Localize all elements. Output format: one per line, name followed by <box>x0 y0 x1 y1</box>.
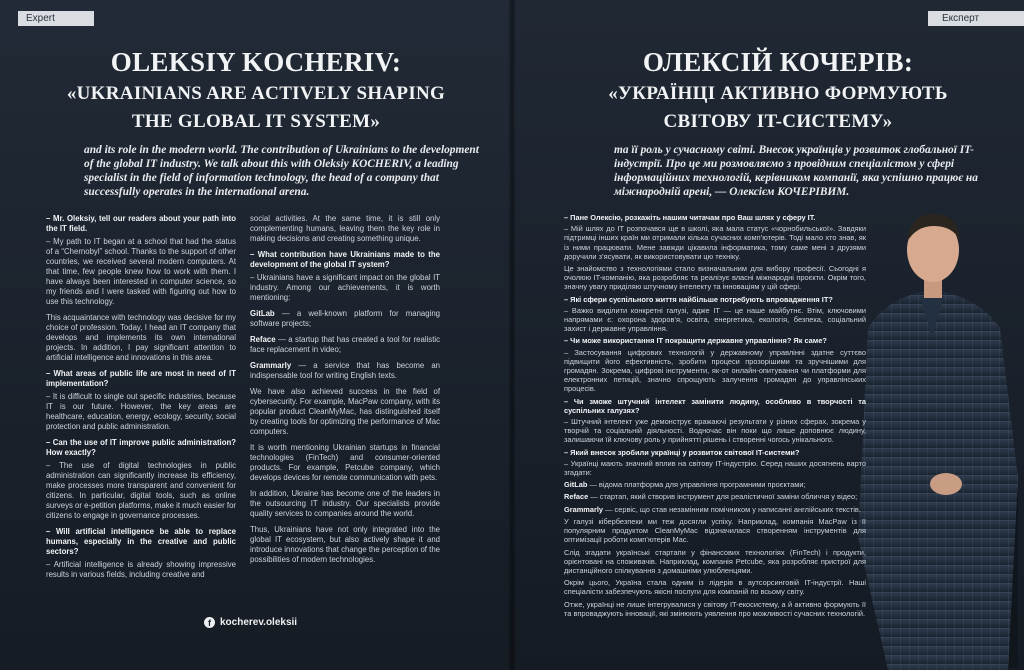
paragraph-text: – Який внесок зробили українці у розвиток світової IT-системи? <box>564 447 800 457</box>
paragraph-text: social activities. At the same time, it is still only complementing humans, leaving them the key role in making decisions and creating something unique. <box>250 214 440 243</box>
paragraph <box>46 313 236 363</box>
paragraph <box>46 237 236 307</box>
lead-paragraph-uk: та її роль у сучасному світі. Внесок українців у розвиток глобальної IT-індустрії. Про це ми розмовляємо з провідним спеціалістом у сфері інформаційних технологій, керівником компанії, яка успішно працює на міжнародній арені, — Олексієм КОЧЕРІВИМ. <box>614 144 978 198</box>
paragraph <box>564 306 866 334</box>
question <box>46 214 236 234</box>
question <box>564 397 866 415</box>
question <box>46 438 236 458</box>
paragraph-text: — відома платформа для управління програмними проєктами; <box>587 480 806 490</box>
paragraph <box>46 461 236 521</box>
paragraph-text: Отже, українці не лише інтегрувалися у світову IT-екосистему, а й активно формують її та впроваджують інновації, які змінюють уявлення про можливості сучасних технологій. <box>564 599 866 618</box>
company-name: Reface <box>564 492 589 502</box>
article-title-uk <box>552 44 1004 136</box>
paragraph <box>564 264 866 292</box>
paragraph <box>250 335 440 355</box>
title-quote-uk-line-1: «УКРАЇНЦІ АКТИВНО ФОРМУЮТЬ <box>608 83 948 104</box>
paragraph-text: — сервіс, що став незамінним помічником у написанні англійських текстів. <box>603 504 861 514</box>
paragraph <box>564 224 866 261</box>
paragraph-text: — a service that has become an indispensable tool for writing English texts. <box>250 361 440 380</box>
paragraph-text: – What contribution have Ukrainians made to the development of the global IT system? <box>250 250 440 269</box>
paragraph-text: – Will artificial intelligence be able to replace humans, especially in the creative and public sectors? <box>46 527 236 556</box>
section-tag-uk: Експерт <box>928 11 1024 26</box>
question <box>46 369 236 389</box>
lead-paragraph: and its role in the modern world. The contribution of Ukrainians to the development of the global IT industry. We talk about this with Oleksiy KOCHERIV, a leading specialist in the field of information technology, the head of a company that successfully operates in the international arena. <box>84 144 479 198</box>
question <box>250 250 440 270</box>
paragraph <box>250 489 440 519</box>
paragraph-text: – Artificial intelligence is already showing impressive results in various fields, including creative and <box>46 560 236 579</box>
paragraph-text: — стартап, який створив інструмент для реалістичної заміни обличчя у відео; <box>588 492 858 502</box>
article-column-1 <box>46 214 236 586</box>
question <box>564 336 866 345</box>
paragraph-text: Це знайомство з технологіями стало визначальним для вибору професії. Сьогодні я очолюю IT-компанію, яка розробляє та реалізує власні міжнародні проєкти. Окрім того, значну увагу приділяю штучному інтелекту та інноваціям у цій сфері. <box>564 264 866 292</box>
paragraph <box>564 492 866 501</box>
paragraph-text: Слід згадати українські стартапи у фінансових технологіях (FinTech) і продукти, орієнтовані на споживачів. Наприклад, компанія Petcube, яка розробляє пристрої для дистанційного спілкування з домашніми улюбленцями. <box>564 547 866 575</box>
paragraph <box>250 309 440 329</box>
paragraph-text: — a startup that has created a tool for realistic face replacement in video; <box>250 335 440 354</box>
paragraph <box>250 443 440 483</box>
paragraph-text: – Can the use of IT improve public administration? How exactly? <box>46 438 236 457</box>
paragraph <box>564 459 866 477</box>
paragraph <box>46 560 236 580</box>
company-name: Reface <box>250 335 276 344</box>
article-title <box>30 44 482 136</box>
question <box>564 295 866 304</box>
paragraph-text: – Чи може використання IT покращити державне управління? Як саме? <box>564 336 827 346</box>
paragraph-text: – Мій шлях до IT розпочався ще в школі, яка мала статус «чорнобильської». Завдяки підтримці інших країн ми отримали кілька сучасних комп’ютерів. Тоді мало хто знав, як із ними працювати. Мене завжди цікавила інформатика, тому саме мені з друзями доручили з’ясувати, як використовувати цю техніку. <box>564 224 866 261</box>
social-handle: kocherev.oleksii <box>220 617 298 628</box>
facebook-icon: f <box>204 617 215 628</box>
question <box>46 527 236 557</box>
question <box>564 448 866 457</box>
company-name: Grammarly <box>564 504 604 514</box>
title-quote-line-2: THE GLOBAL IT SYSTEM» <box>131 111 381 132</box>
paragraph <box>564 505 866 514</box>
paragraph-text: This acquaintance with technology was decisive for my choice of profession. Today, I head an IT company that develops and implements its own international projects. In addition, I pay significant attention to artificial intelligence and innovations in this area. <box>46 313 236 362</box>
paragraph <box>564 548 866 576</box>
paragraph-text: – The use of digital technologies in public administration can significantly increase its efficiency, make processes more transparent and convenient for citizens. In particular, digital tools, such as online surveys or e-petition platforms, make it much easier for citizens to engage in governance processes. <box>46 461 236 520</box>
paragraph-text: Thus, Ukrainians have not only integrated into the global IT ecosystem, but also actively shape it and introduce innovations that change the perception of the possibilities of modern technologies. <box>250 525 440 564</box>
paragraph-text: Окрім цього, Україна стала одним із лідерів в аутсорсинговій IT-індустрії. Наші спеціалісти забезпечують якісні послуги для компаній по всьому світу. <box>564 578 866 597</box>
paragraph-text: – Застосування цифрових технологій у державному управлінні здатне суттєво підвищити його ефективність, зробити процеси прозорішими та зручнішими для громадян. Зокрема, цифрові інструменти, як-от онлайн-опитування чи платформи для електронних петицій, значно спрощують залучення громадян до управлінських процесів. <box>564 347 866 394</box>
paragraph-text: – Пане Олексію, розкажіть нашим читачам про Ваш шлях у сферу IT. <box>564 213 816 222</box>
paragraph <box>564 600 866 618</box>
paragraph <box>564 480 866 489</box>
paragraph <box>564 417 866 445</box>
paragraph-text: In addition, Ukraine has become one of the leaders in the outsourcing IT industry. Our specialists provide quality services to companies around the world. <box>250 489 440 518</box>
paragraph <box>250 387 440 437</box>
paragraph-text: – My path to IT began at a school that had the status of a “Chernobyl” school. Thanks to the support of other countries, we received several modern computers. At that time, few people knew how to work with them. I have always been interested in computer science, so my friends and I were tasked with figuring out how to use this technology. <box>46 237 236 306</box>
paragraph-text: It is worth mentioning Ukrainian startups in financial technologies (FinTech) and consumer-oriented products. For example, Petcube company, which develops devices for remote communication with pets. <box>250 443 440 482</box>
paragraph-text: У галузі кібербезпеки ми теж досягли успіху. Наприклад, компанія MacPaw із її популярним продуктом CleanMyMac відзначилася створенням інструментів для оптимізації роботи комп’ютерів Mac. <box>564 516 866 545</box>
title-name-uk: ОЛЕКСІЙ КОЧЕРІВ: <box>642 47 914 77</box>
paragraph <box>46 392 236 432</box>
section-tag: Expert <box>18 11 94 26</box>
article-column-2 <box>250 214 440 571</box>
article-column-uk <box>564 213 866 621</box>
question <box>564 213 866 222</box>
paragraph <box>564 517 866 545</box>
title-name: OLEKSIY KOCHERIV: <box>110 47 402 77</box>
paragraph-text: We have also achieved success in the field of cybersecurity. For example, MacPaw company, with its popular product CleanMyMac, has distinguished itself by creating tools for optimizing the performance of Mac computers. <box>250 387 440 436</box>
paragraph-text: – Які сфери суспільного життя найбільше потребують впровадження IT? <box>564 294 833 304</box>
paragraph-text: – Штучний інтелект уже демонструє вражаючі результати у різних сферах, зокрема у творчій та соціальній діяльності. Водночас він поки що лише доповнює людину, залишаючи їй ключову роль у прийнятті рішень і створенні чогось унікального. <box>564 417 866 445</box>
paragraph <box>250 273 440 303</box>
paragraph-text: – Українці мають значний вплив на світову IT-індустрію. Серед наших досягнень варто згадати: <box>564 458 866 478</box>
paragraph-text: – Чи зможе штучний інтелект замінити людину, особливо в творчості та суспільних галузях? <box>564 396 866 415</box>
title-quote-line-1: «UKRAINIANS ARE ACTIVELY SHAPING <box>66 83 446 104</box>
company-name: GitLab <box>250 309 275 318</box>
paragraph-text: – It is difficult to single out specific industries, because IT is our future. However, the key areas are healthcare, education, energy, ecology, security, social protection and public administration. <box>46 392 236 431</box>
paragraph-text: – Mr. Oleksiy, tell our readers about your path into the IT field. <box>46 214 236 233</box>
paragraph <box>564 348 866 394</box>
title-quote-uk-line-2: СВІТОВУ IT-СИСТЕМУ» <box>663 111 893 132</box>
paragraph <box>250 361 440 381</box>
company-name: GitLab <box>564 480 588 490</box>
company-name: Grammarly <box>250 361 292 370</box>
social-link[interactable] <box>204 617 297 628</box>
spine-shadow <box>508 0 516 670</box>
paragraph-text: – Важко виділити конкретні галузі, адже IT — це наше майбутнє. Втім, ключовими напрямами є: охорона здоров’я, освіта, енергетика, екологія, безпека, соціальний захист і державне управління. <box>564 305 866 334</box>
paragraph <box>250 214 440 244</box>
right-page <box>512 0 1024 670</box>
paragraph-text: – What areas of public life are most in need of IT implementation? <box>46 369 236 388</box>
paragraph <box>564 578 866 596</box>
paragraph-text: — a well-known platform for managing software projects; <box>250 309 440 328</box>
paragraph-text: – Ukrainians have a significant impact on the global IT industry. Among our achievements, it is worth mentioning: <box>250 273 440 302</box>
paragraph <box>250 525 440 565</box>
